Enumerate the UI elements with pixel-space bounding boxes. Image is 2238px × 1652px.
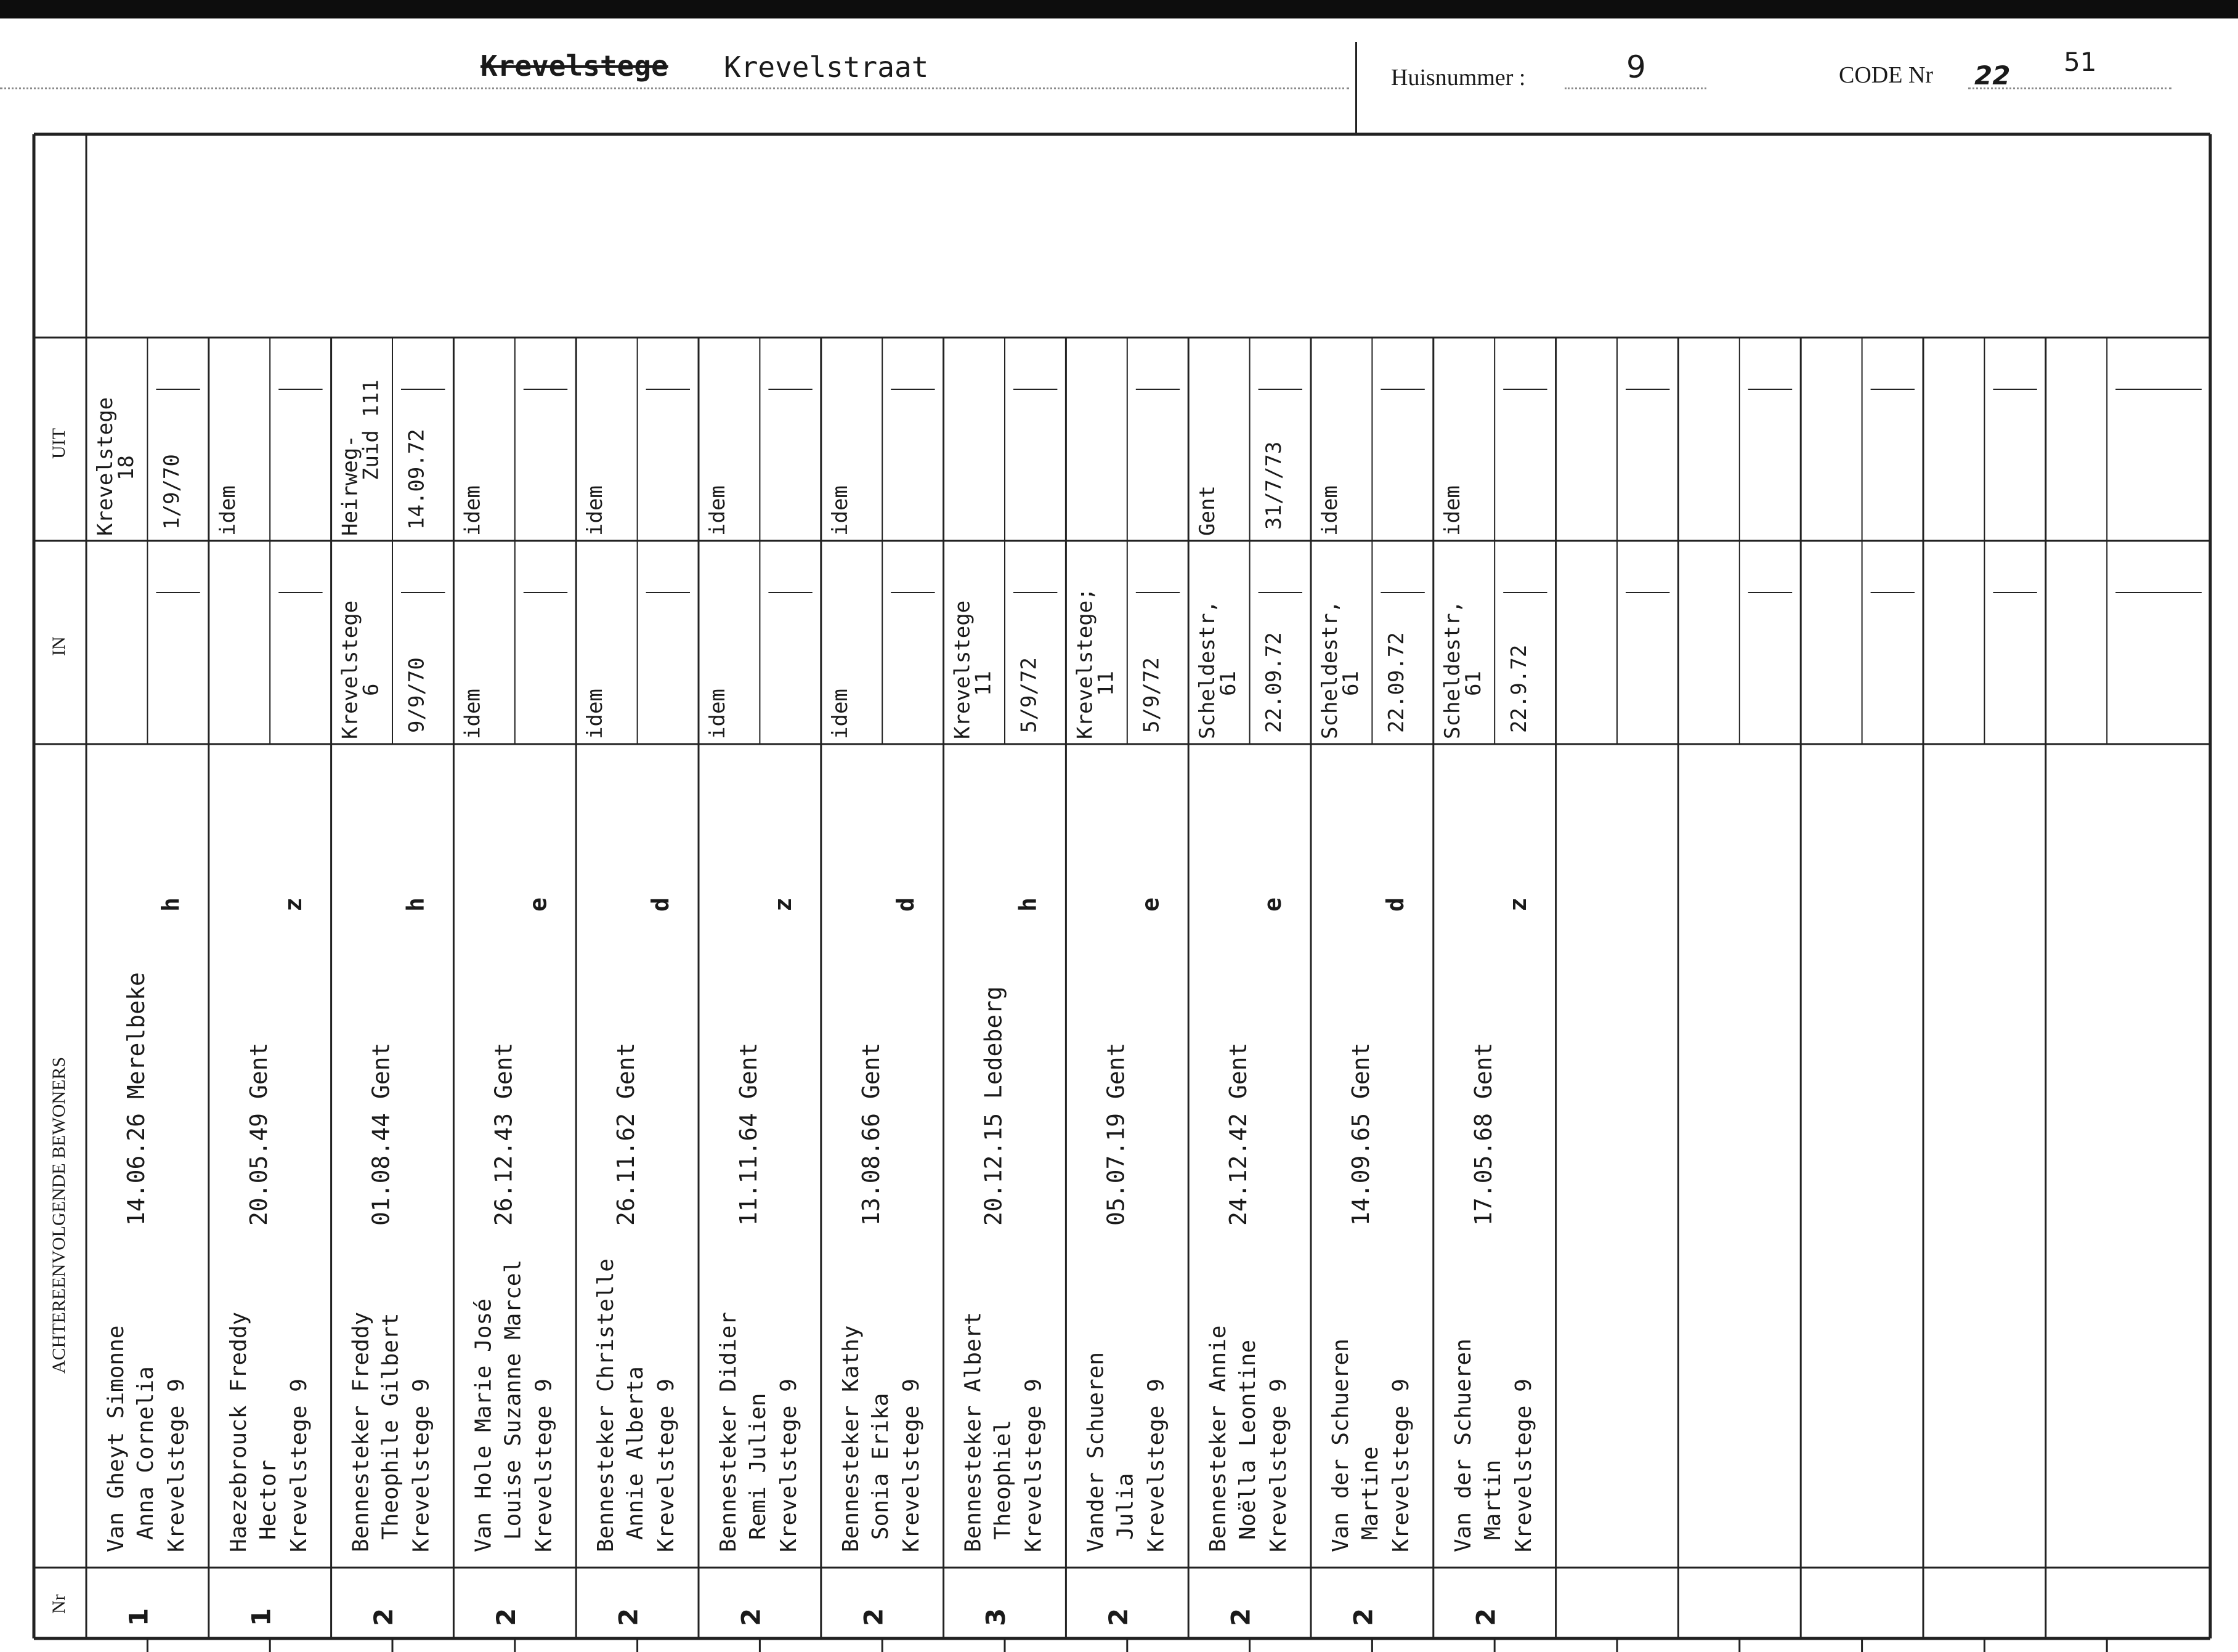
resident-birth: 20.05.49 Gent [245,1042,272,1226]
resident-birth: 01.08.44 Gent [367,1042,395,1226]
resident-birth: 26.11.62 Gent [612,1042,640,1226]
uit-place: idem [460,485,485,536]
resident-name-line1: Van Gheyt Simonne [103,1325,129,1552]
in-place: idem [827,689,853,739]
resident-name-line1: Vander Schueren [1083,1351,1109,1552]
row-nr: 2 [1470,1608,1501,1626]
resident-role: e [1137,897,1164,912]
resident-name-line1: Van der Schueren [1450,1338,1476,1552]
resident-name-line1: Van Hole Marie José [471,1298,497,1552]
uit-place-number: 18 [114,455,139,480]
resident-address: Krevelstege 9 [531,1379,557,1552]
resident-birth: 13.08.66 Gent [857,1042,885,1226]
resident-name-line1: Bennesteker Albert [960,1311,986,1552]
row-nr: 2 [368,1608,399,1626]
huisnummer-label: Huisnummer : [1391,65,1526,91]
in-place: idem [583,689,608,739]
row-nr: 2 [736,1608,766,1626]
uit-date: 1/9/70 [160,454,184,530]
resident-address: Krevelstege 9 [1021,1379,1047,1552]
resident-address: Krevelstege 9 [1143,1379,1169,1552]
row-nr: 3 [981,1608,1012,1626]
code-label: CODE Nr [1839,62,1934,88]
resident-birth: 17.05.68 Gent [1469,1042,1497,1226]
row-nr: 2 [858,1608,889,1626]
in-place: Scheldestr, [1318,600,1342,739]
uit-place: Heirweg- [338,435,363,536]
in-place: Krevelstege [338,600,363,739]
in-date: 22.09.72 [1262,632,1287,733]
resident-role: z [279,897,307,912]
resident-rows [93,379,1536,1626]
in-place: Scheldestr, [1195,600,1220,739]
row-nr: 2 [613,1608,644,1626]
resident-name-line2: Remi Julien [745,1393,771,1540]
resident-role: e [524,897,552,912]
resident-birth: 14.06.26 Merelbeke [123,972,150,1226]
in-place: Scheldestr, [1440,600,1465,739]
bewoners-column-label: ACHTEREENVOLGENDE BEWONERS [49,1056,69,1374]
resident-address: Krevelstege 9 [898,1379,924,1552]
street-name: Krevelstraat [724,51,929,84]
street-name-struck: Krevelstege [480,49,668,83]
resident-name-line2: Hector [255,1459,281,1540]
resident-name-line2: Theophile Gilbert [378,1313,403,1540]
in-date: 22.9.72 [1506,644,1531,733]
resident-name-line2: Louise Suzanne Marcel [500,1259,526,1540]
nr-column-label: Nr [49,1594,69,1614]
uit-place: idem [1440,485,1465,536]
uit-place: idem [827,485,853,536]
in-column-label: IN [49,636,69,656]
in-date: 9/9/70 [404,657,429,733]
row-nr: 2 [1103,1608,1133,1626]
in-place-number: 61 [1216,671,1241,696]
resident-name-line1: Van der Schueren [1328,1338,1353,1552]
row-nr: 1 [246,1608,277,1626]
resident-name-line1: Bennesteker Kathy [838,1325,864,1552]
resident-address: Krevelstege 9 [286,1379,312,1552]
uit-place: idem [705,485,730,536]
resident-role: d [891,897,919,912]
resident-name-line2: Sonia Erika [867,1393,893,1540]
resident-name-line2: Anna Cornelia [133,1366,158,1540]
resident-name-line2: Noëlla Leontine [1235,1339,1261,1540]
code-value-extra: 51 [2064,47,2097,77]
resident-address: Krevelstege 9 [776,1379,801,1552]
uit-place: idem [215,485,240,536]
uit-place-number: Zuid 111 [359,379,384,480]
uit-date: 14.09.72 [404,429,429,530]
resident-role: d [647,897,675,912]
in-place: idem [460,689,485,739]
in-date: 5/9/72 [1016,657,1042,733]
code-value: 22 [1974,60,2011,91]
resident-role: z [1504,897,1531,912]
resident-birth: 05.07.19 Gent [1102,1042,1130,1226]
in-place-number: 11 [971,671,996,696]
huisnummer-value: 9 [1626,49,1646,85]
uit-column-label: UIT [49,428,69,459]
resident-address: Krevelstege 9 [1389,1379,1414,1552]
resident-name-line1: Bennesteker Freddy [348,1311,374,1552]
row-nr: 2 [1225,1608,1256,1626]
in-place: Krevelstege; [1072,588,1098,739]
resident-birth: 26.12.43 Gent [490,1042,517,1226]
resident-birth: 11.11.64 Gent [735,1042,762,1226]
row-nr: 2 [490,1608,521,1626]
resident-role: h [402,897,429,912]
uit-place: idem [583,485,608,536]
resident-name-line2: Martine [1358,1446,1383,1540]
resident-birth: 14.09.65 Gent [1347,1042,1374,1226]
resident-role: h [1014,897,1042,912]
uit-place: idem [1318,485,1342,536]
resident-address: Krevelstege 9 [408,1379,434,1552]
resident-name-line1: Haezebrouck Freddy [225,1311,251,1552]
resident-birth: 24.12.42 Gent [1225,1042,1252,1226]
resident-role: h [157,897,184,912]
resident-name-line2: Theophiel [990,1419,1016,1540]
resident-name-line1: Bennesteker Christelle [593,1258,619,1552]
resident-role: e [1259,897,1287,912]
resident-role: d [1382,897,1409,912]
in-date: 5/9/72 [1139,657,1164,733]
in-place-number: 11 [1093,671,1119,696]
resident-address: Krevelstege 9 [1510,1379,1536,1552]
resident-name-line1: Bennesteker Didier [716,1311,741,1552]
resident-address: Krevelstege 9 [654,1379,679,1552]
uit-place: Gent [1195,485,1220,536]
in-place: Krevelstege [950,600,975,739]
resident-name-line1: Bennesteker Annie [1206,1325,1231,1552]
resident-address: Krevelstege 9 [1266,1379,1292,1552]
resident-birth: 20.12.15 Ledeberg [979,986,1007,1226]
in-date: 22.09.72 [1384,632,1409,733]
uit-date: 31/7/73 [1262,441,1287,530]
column-labels [49,428,69,1614]
uit-place: Krevelstege [93,397,118,536]
row-nr: 1 [123,1608,154,1626]
in-place-number: 6 [359,683,384,696]
resident-name-line2: Julia [1113,1473,1138,1540]
resident-address: Krevelstege 9 [164,1379,189,1552]
row-nr: 2 [1348,1608,1379,1626]
in-place: idem [705,689,730,739]
in-place-number: 61 [1339,671,1363,696]
in-place-number: 61 [1461,671,1486,696]
resident-name-line2: Annie Alberta [623,1366,649,1540]
resident-role: z [769,897,797,912]
resident-name-line2: Martin [1480,1459,1506,1540]
